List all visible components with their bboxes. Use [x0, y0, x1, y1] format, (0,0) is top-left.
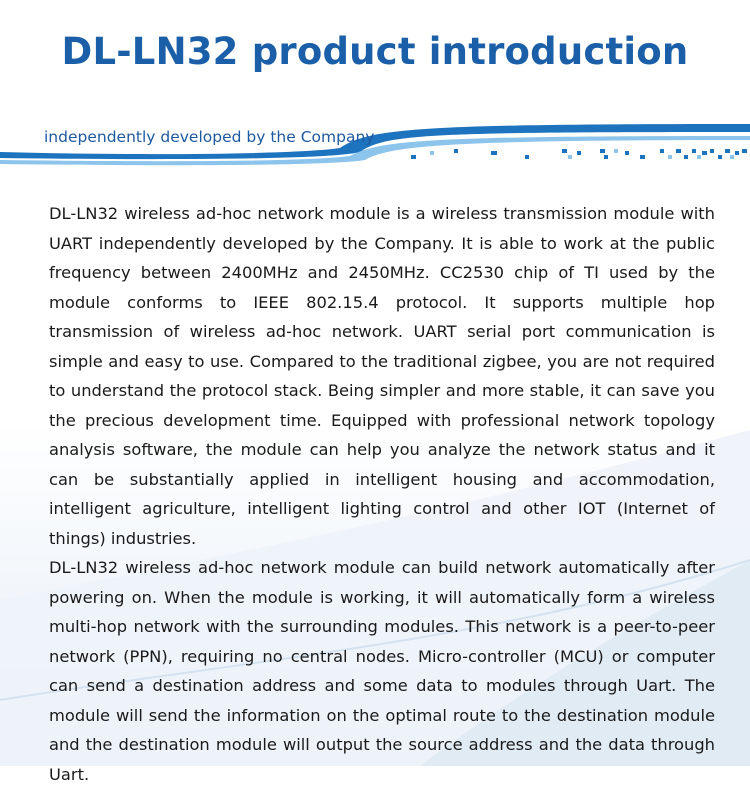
intro-paragraph-1: DL-LN32 wireless ad-hoc network module is a wireless transmission module with UART independently developed by the Company. It is able to work at the public frequency between 2400MHz and 2450MHz. CC2530 chip of TI used by the module conforms to IEEE 802.15.4 protocol. It supports multiple hop transmission of wireless ad-hoc network. UART serial port communication is simple and easy to use. Compared to the traditional zigbee, you are not required to understand the protocol stack. Being simpler and more stable, it can save you the precious development time. Equipped with professional network topology analysis software, the module can help you analyze the network status and it can be substantially applied in intelligent housing and accommodation, intelligent agriculture, intelligent lighting control and other IOT (Internet of things) industries. — [49, 204, 715, 548]
intro-body — [49, 199, 715, 789]
banner-subtitle: independently developed by the Company — [44, 128, 375, 146]
intro-paragraph-2: DL-LN32 wireless ad-hoc network module can build network automatically after powering on. When the module is working, it will automatically form a wireless multi-hop network with the surrounding modules. This network is a peer-to-peer network (PPN), requiring no central nodes. Micro-controller (MCU) or computer can send a destination address and some data to modules through Uart. The module will send the information on the optimal route to the destination module and the destination module will output the source address and the data through Uart. — [49, 558, 715, 784]
page-title: DL-LN32 product introduction — [61, 30, 689, 73]
